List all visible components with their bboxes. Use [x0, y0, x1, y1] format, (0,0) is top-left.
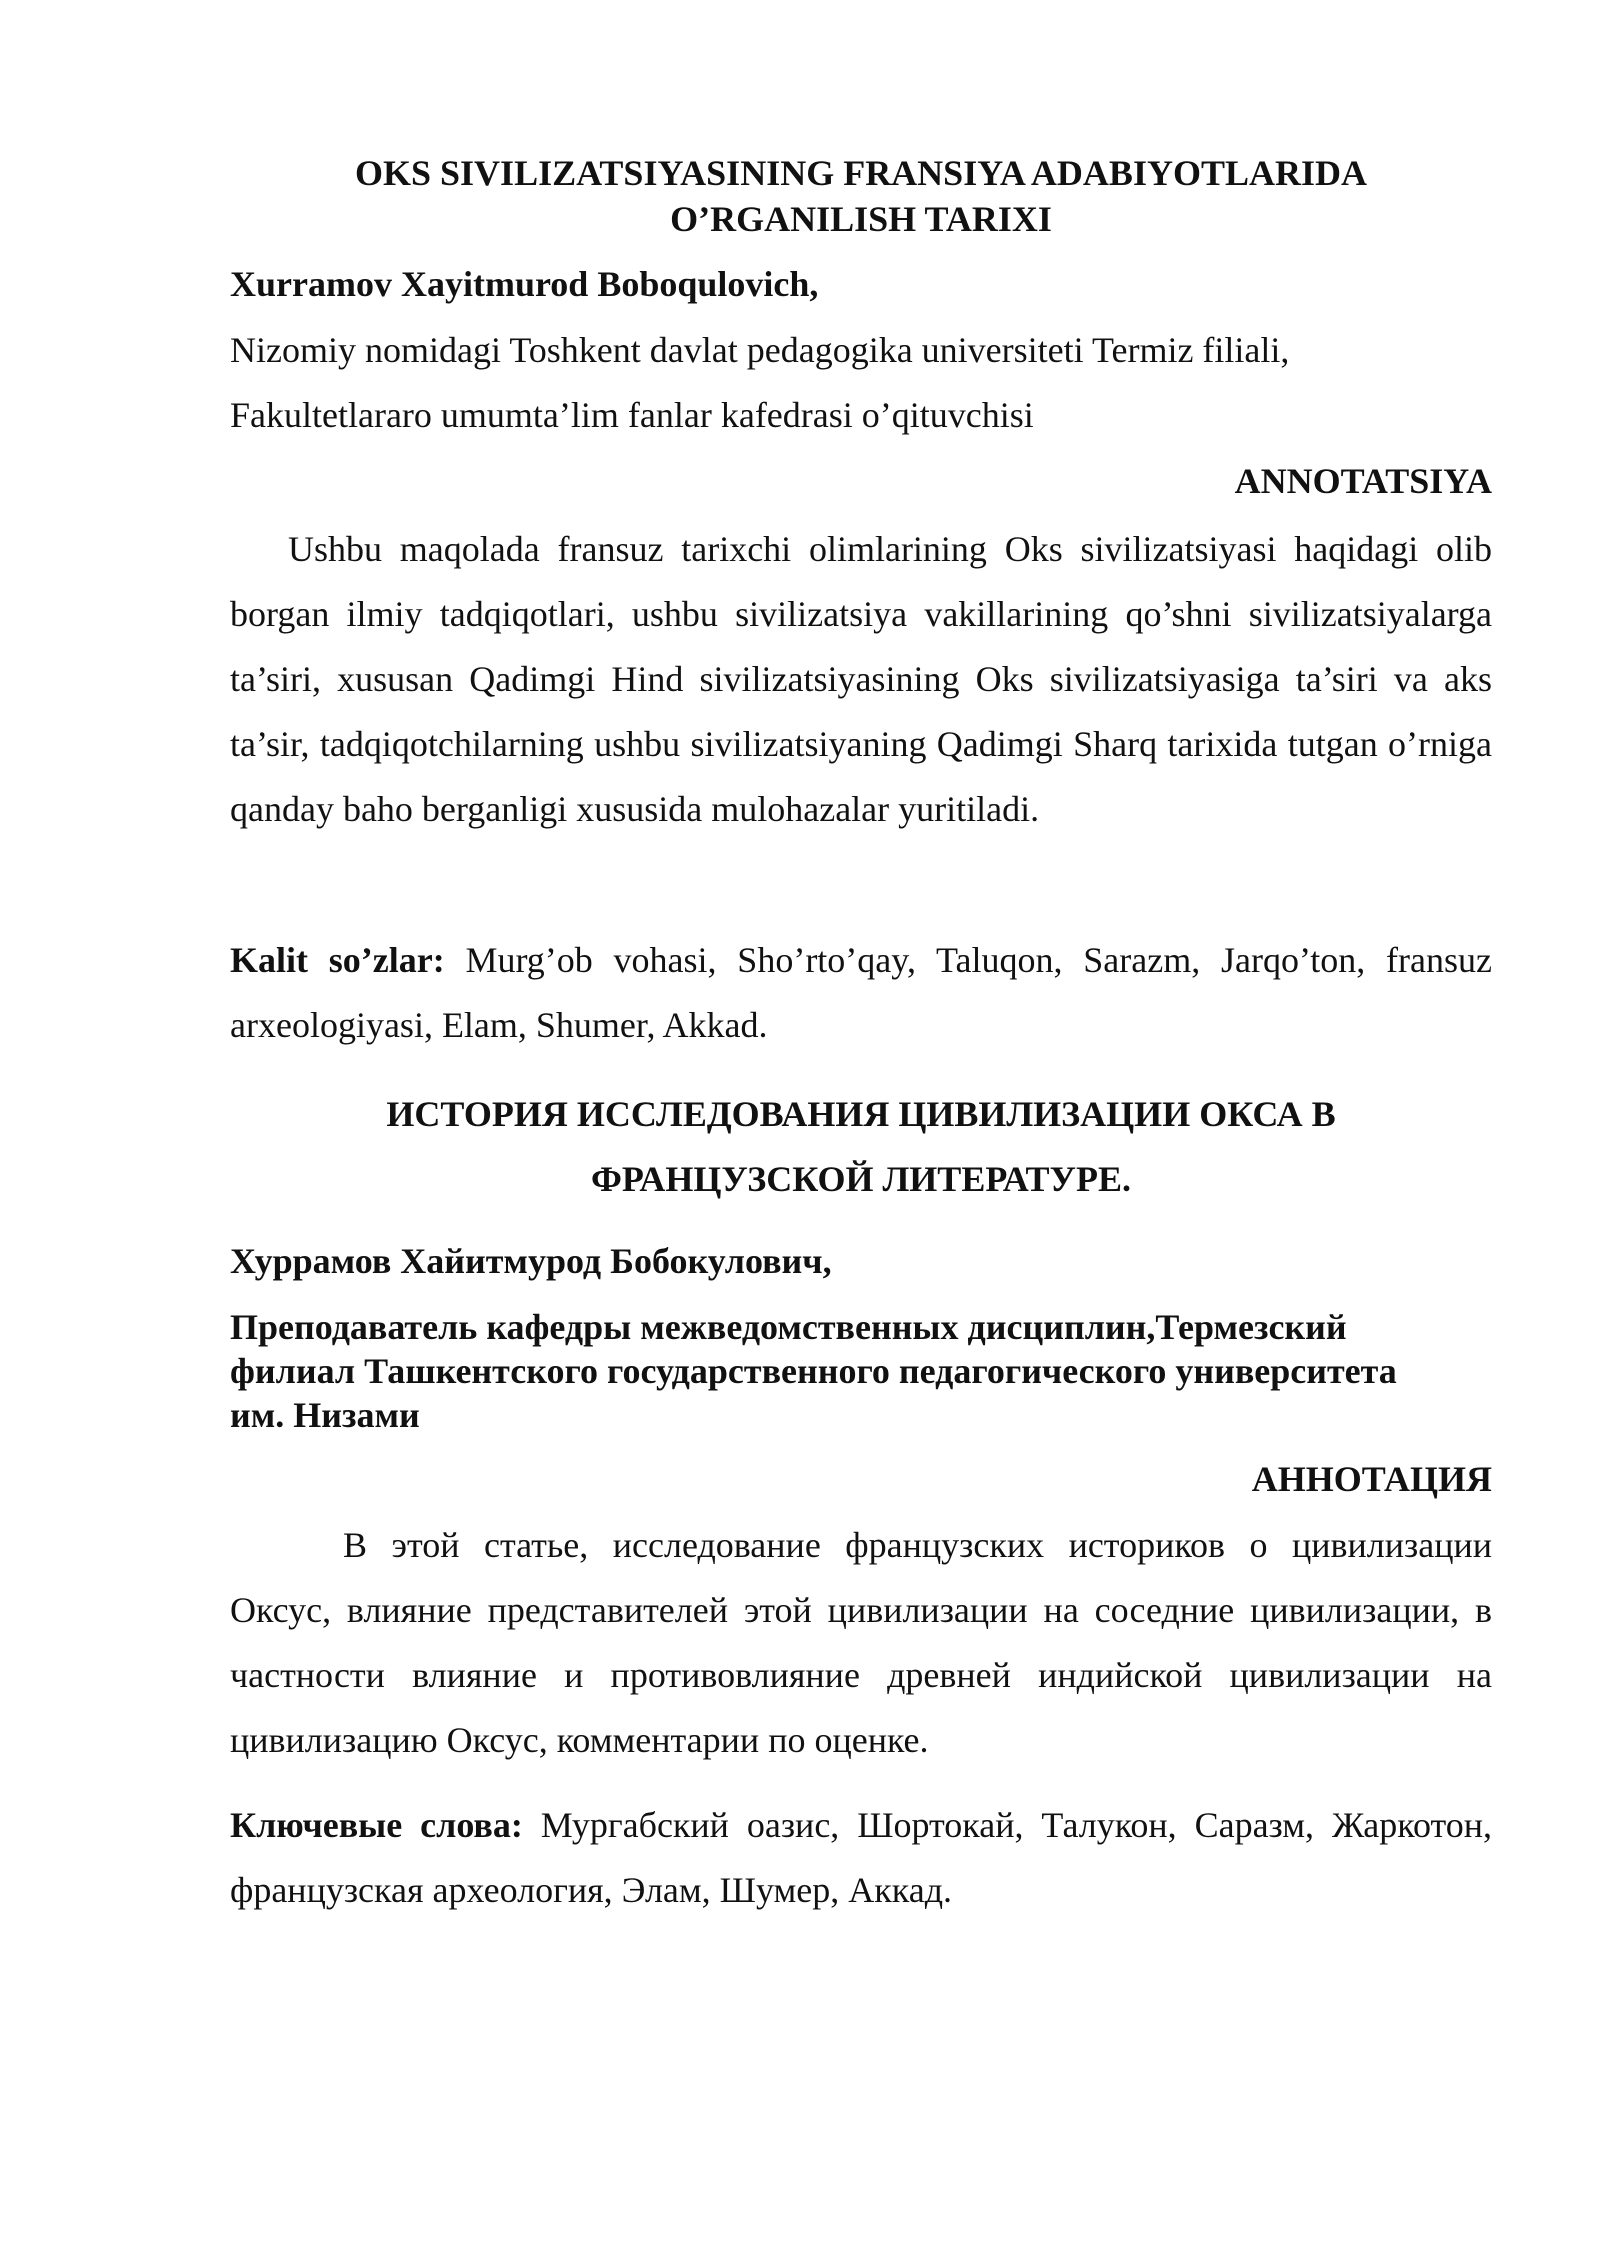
affiliation-uz-line2: Fakultetlararo umumta’lim fanlar kafedrasi o’qituvchisi	[230, 395, 1034, 435]
keywords-text-uz: Murg’ob vohasi, Sho’rto’qay, Taluqon, Sarazm, Jarqo’ton, fransuz arxeologiyasi, Elam, Shumer, Akkad.	[230, 940, 1492, 1045]
article-title-uz: OKS SIVILIZATSIYASINING FRANSIYA ADABIYOTLARIDA O’RGANILISH TARIXI	[355, 153, 1367, 239]
article-title-ru: ИСТОРИЯ ИССЛЕДОВАНИЯ ЦИВИЛИЗАЦИИ ОКСА В ФРАНЦУЗСКОЙ ЛИТЕРАТУРЕ.	[386, 1094, 1336, 1199]
keywords-text-ru: Мургабский оазис, Шортокай, Талукон, Саразм, Жаркотон, французская археология, Элам, Шумер, Аккад.	[230, 1805, 1492, 1910]
abstract-uz: Ushbu maqolada fransuz tarixchi olimlarining Oks sivilizatsiyasi haqidagi olib borgan ilmiy tadqiqotlari, ushbu sivilizatsiya vakillarining qo’shni sivilizatsiyalarga ta’siri, xususan Qadimgi Hind sivilizatsiyasining Oks sivilizatsiyasiga ta’siri va aks ta’sir, tadqiqotchilarning ushbu sivilizatsiyaning Qadimgi Sharq tarixida tutgan o’rniga qanday baho berganligi xususida mulohazalar yuritiladi.	[230, 529, 1492, 829]
keywords-ru	[230, 1793, 1492, 1923]
abstract-ru: В этой статье, исследование французских историков о цивилизации Оксус, влияние представителей этой цивилизации на соседние цивилизации, в частности влияние и противовлияние древней индийской цивилизации на цивилизацию Оксус, комментарии по оценке.	[230, 1525, 1492, 1760]
keywords-label-ru: Ключевые слова:	[230, 1805, 523, 1845]
keywords-uz	[230, 928, 1492, 1058]
abstract-heading-uz: ANNOTATSIYA	[1234, 461, 1492, 501]
abstract-heading-ru: АННОТАЦИЯ	[1251, 1459, 1492, 1499]
affiliation-ru: Преподаватель кафедры межведомственных дисциплин,Термезский филиал Ташкентского государственного педагогического университета им. Низами	[230, 1307, 1397, 1435]
author-name-ru: Хуррамов Хайитмурод Бобокулович,	[230, 1241, 832, 1281]
keywords-label-uz: Kalit so’zlar:	[230, 940, 445, 980]
affiliation-uz-line1: Nizomiy nomidagi Toshkent davlat pedagogika universiteti Termiz filiali,	[230, 330, 1290, 370]
author-name-uz: Xurramov Xayitmurod Boboqulovich,	[230, 264, 819, 304]
